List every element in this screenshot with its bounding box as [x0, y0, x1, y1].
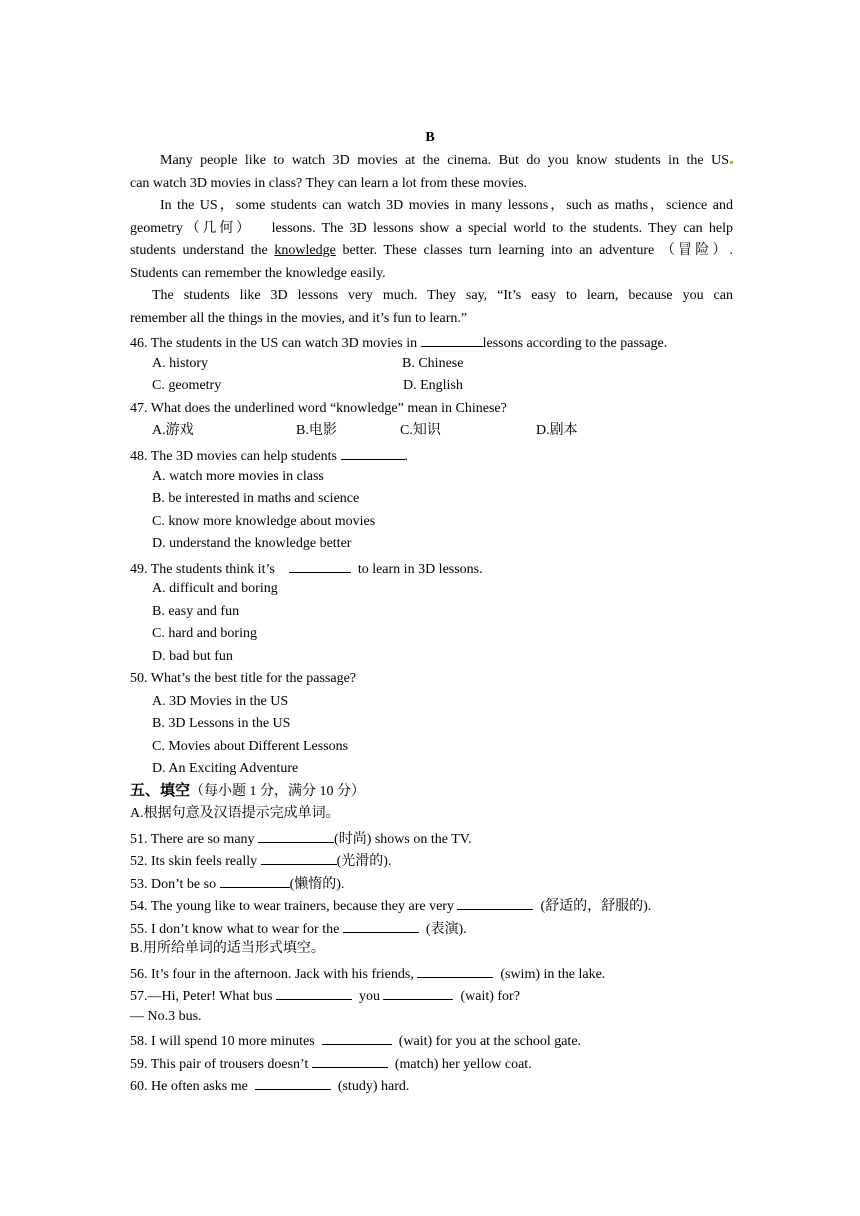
question-52: 52. Its skin feels really (光滑的). [130, 850, 733, 871]
option: C. know more knowledge about movies [152, 514, 376, 529]
option: D. bad but fun [152, 649, 233, 664]
question-47: 47. What does the underlined word “knowledge” mean in Chinese? [130, 401, 507, 416]
answer-blank[interactable] [258, 828, 334, 843]
answer-blank[interactable] [417, 963, 493, 978]
answer-blank[interactable] [343, 918, 419, 933]
option: C. geometry [152, 378, 222, 393]
answer-blank[interactable] [322, 1030, 392, 1045]
passage-line: students understand the knowledge better. These classes turn learning into an adventure （冒险）. [130, 243, 734, 258]
question-55: 55. I don’t know what to wear for the (表演). [130, 918, 733, 939]
option: A. watch more movies in class [152, 469, 324, 484]
question-48: 48. The 3D movies can help students . [130, 445, 733, 466]
part-a-instructions: A.根据句意及汉语提示完成单词。 [130, 806, 340, 821]
question-49: 49. The students think it’s to learn in 3D lessons. [130, 558, 733, 579]
passage-line: Many people like to watch 3D movies at the cinema. But do you know students in the US [160, 152, 733, 170]
option: C. Movies about Different Lessons [152, 739, 349, 754]
option: A. difficult and boring [152, 581, 278, 596]
passage-line: The students like 3D lessons very much. They say, “It’s easy to learn, because you can [152, 288, 733, 303]
answer-blank[interactable] [289, 558, 351, 573]
option: D. An Exciting Adventure [152, 761, 299, 776]
option: D.剧本 [536, 423, 578, 438]
answer-blank[interactable] [312, 1053, 388, 1068]
question-58: 58. I will spend 10 more minutes (wait) for you at the school gate. [130, 1030, 733, 1051]
answer-blank[interactable] [421, 332, 483, 347]
question-53: 53. Don’t be so (懒惰的). [130, 873, 733, 894]
option: B. be interested in maths and science [152, 491, 360, 506]
question-59: 59. This pair of trousers doesn’t (match) her yellow coat. [130, 1053, 733, 1074]
answer-blank[interactable] [261, 850, 337, 865]
question-46: 46. The students in the US can watch 3D movies in lessons according to the passage. [130, 332, 733, 353]
answer-blank[interactable] [276, 985, 352, 1000]
section-title: B [425, 130, 435, 145]
passage-line: geometry（几何） lessons. The 3D lessons show a special world to the students. They can help [130, 221, 734, 236]
option: A.游戏 [152, 423, 194, 438]
option: D. English [403, 378, 463, 393]
option: B. Chinese [402, 356, 464, 371]
passage-line: In the US，some students can watch 3D movies in many lessons，such as maths，science and [160, 198, 733, 213]
question-57-answer: — No.3 bus. [130, 1009, 202, 1024]
answer-blank[interactable] [220, 873, 290, 888]
underlined-word: knowledge [274, 243, 336, 258]
section-heading: 五、填空（每小题 1 分，满分 10 分） [130, 783, 366, 799]
highlight-mark [730, 161, 733, 164]
question-57: 57.—Hi, Peter! What bus you (wait) for? [130, 985, 733, 1006]
question-60: 60. He often asks me (study) hard. [130, 1075, 733, 1096]
answer-blank[interactable] [383, 985, 453, 1000]
question-56: 56. It’s four in the afternoon. Jack with his friends, (swim) in the lake. [130, 963, 733, 984]
part-b-instructions: B.用所给单词的适当形式填空。 [130, 941, 325, 956]
question-54: 54. The young like to wear trainers, because they are very (舒适的，舒服的). [130, 895, 733, 916]
option: B. easy and fun [152, 604, 240, 619]
option: C. hard and boring [152, 626, 257, 641]
answer-blank[interactable] [457, 895, 533, 910]
option: B.电影 [296, 423, 337, 438]
option: A. 3D Movies in the US [152, 694, 289, 709]
option: A. history [152, 356, 208, 371]
passage-line: remember all the things in the movies, and it’s fun to learn.” [130, 311, 468, 326]
question-50: 50. What’s the best title for the passage? [130, 671, 357, 686]
option: C.知识 [400, 423, 441, 438]
option: B. 3D Lessons in the US [152, 716, 291, 731]
passage-line: can watch 3D movies in class? They can learn a lot from these movies. [130, 176, 528, 191]
answer-blank[interactable] [341, 445, 405, 460]
answer-blank[interactable] [255, 1075, 331, 1090]
question-51: 51. There are so many (时尚) shows on the TV. [130, 828, 733, 849]
passage-line: Students can remember the knowledge easily. [130, 266, 386, 281]
option: D. understand the knowledge better [152, 536, 352, 551]
